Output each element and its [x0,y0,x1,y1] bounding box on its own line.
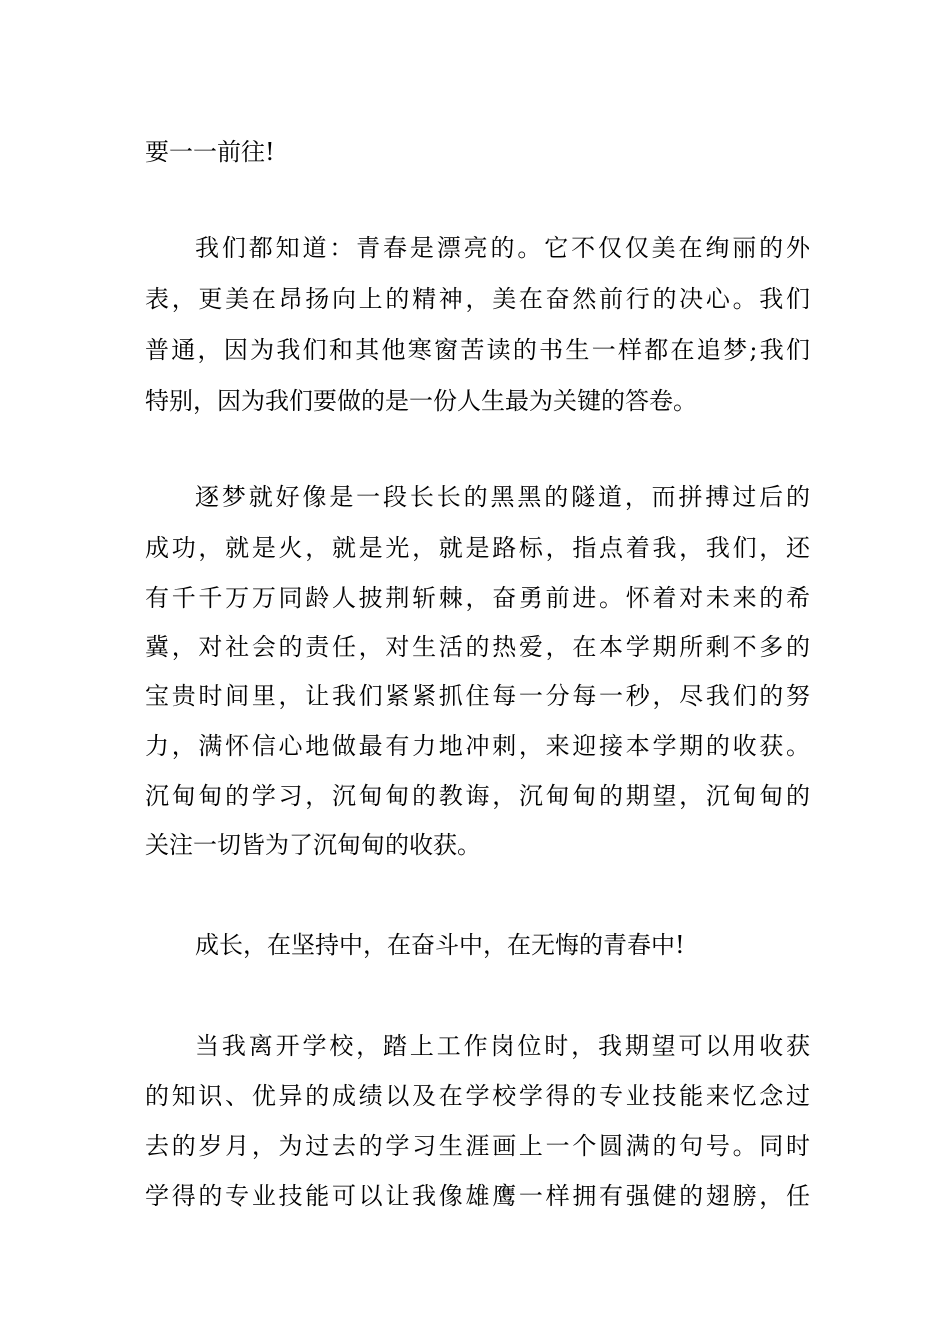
paragraph-3-line-5: 宝贵时间里，让我们紧紧抓住每一分每一秒，尽我们的努 [145,682,810,710]
paragraph-1-line-1: 要一一前往! [145,138,275,166]
paragraph-5-line-3: 去的岁月，为过去的学习生涯画上一个圆满的句号。同时 [145,1132,810,1160]
paragraph-3-line-1: 逐梦就好像是一段长长的黑黑的隧道，而拼搏过后的 [195,483,810,511]
paragraph-5-line-1: 当我离开学校，踏上工作岗位时，我期望可以用收获 [195,1032,810,1060]
paragraph-5-line-4: 学得的专业技能可以让我像雄鹰一样拥有强健的翅膀，任 [145,1182,810,1210]
paragraph-2-line-2: 表，更美在昂扬向上的精神，美在奋然前行的决心。我们 [145,285,810,313]
paragraph-2-line-1: 我们都知道：青春是漂亮的。它不仅仅美在绚丽的外 [195,234,810,262]
paragraph-4-line-1: 成长，在坚持中，在奋斗中，在无悔的青春中! [195,931,685,959]
paragraph-2-line-3: 普通，因为我们和其他寒窗苦读的书生一样都在追梦;我们 [145,336,810,364]
paragraph-2-line-4: 特别，因为我们要做的是一份人生最为关键的答卷。 [145,387,697,415]
paragraph-3-line-3: 有千千万万同龄人披荆斩棘，奋勇前进。怀着对未来的希 [145,584,810,612]
paragraph-3-line-4: 冀，对社会的责任，对生活的热爱，在本学期所剩不多的 [145,633,810,661]
paragraph-3-line-6: 力，满怀信心地做最有力地冲刺，来迎接本学期的收获。 [145,732,810,760]
paragraph-3-line-8: 关注一切皆为了沉甸甸的收获。 [145,831,481,859]
paragraph-3-line-2: 成功，就是火，就是光，就是路标，指点着我，我们，还 [145,534,810,562]
paragraph-3-line-7: 沉甸甸的学习，沉甸甸的教诲，沉甸甸的期望，沉甸甸的 [145,782,810,810]
paragraph-5-line-2: 的知识、优异的成绩以及在学校学得的专业技能来忆念过 [145,1082,810,1110]
